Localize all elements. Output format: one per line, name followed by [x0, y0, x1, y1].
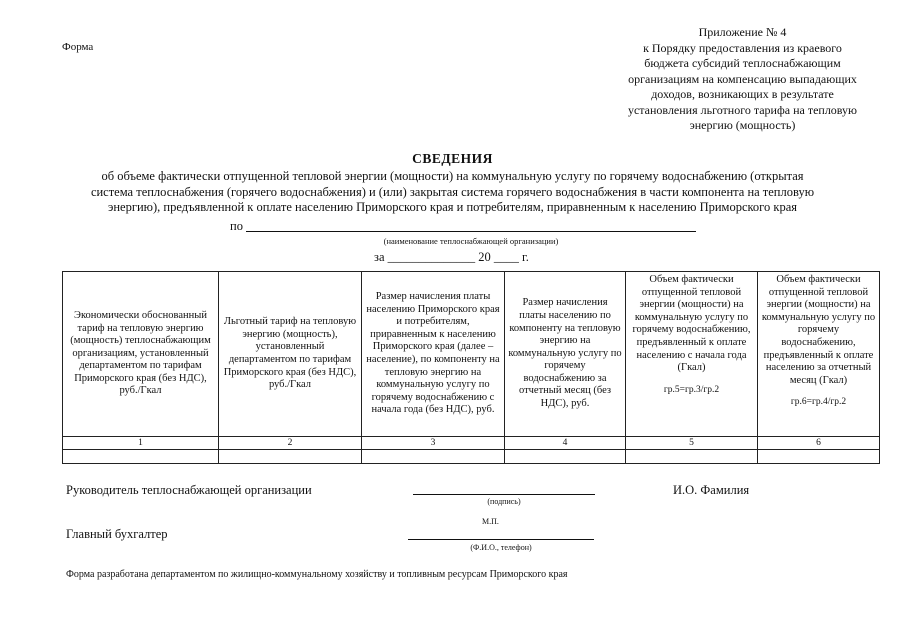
header-cell-3 — [362, 272, 505, 437]
appendix-line: Приложение № 4 — [698, 25, 787, 39]
appendix-line: установления льготного тарифа на тепловую — [627, 102, 858, 117]
header-text: Размер начисления платы населению Приморского края и потребителям, приравненным к населению Приморского края (далее – население), по компоненту на тепловую энергию на коммунальную услугу по горячему водоснабжению с начала года (без НДС), руб. — [366, 291, 500, 416]
header-cell-6 — [758, 272, 880, 437]
document-title: СВЕДЕНИЯ — [412, 151, 493, 166]
column-number: 4 — [505, 437, 626, 450]
document-subtitle — [30, 169, 875, 216]
table-cell — [505, 450, 626, 464]
subtitle-line: об объеме фактически отпущенной тепловой энергии (мощности) на коммунальную услугу по горячему водоснабжению (открытая — [101, 169, 804, 183]
header-cell-1 — [63, 272, 219, 437]
table-cell — [626, 450, 758, 464]
po-label: по — [230, 219, 243, 233]
header-text: Объем фактически отпущенной тепловой энергии (мощности) на коммунальную услугу по горячему водоснабжению, предъявленный к оплате населению с начала года (Гкал) — [632, 274, 751, 374]
head-label: Руководитель теплоснабжающей организации — [66, 483, 312, 497]
appendix-line: организациям на компенсацию выпадающих — [628, 71, 857, 86]
head-name: И.О. Фамилия — [673, 483, 750, 497]
data-table — [62, 271, 880, 464]
column-number: 2 — [219, 437, 362, 450]
head-signature-line — [413, 494, 595, 495]
appendix-line: энергию (мощность) — [689, 118, 796, 132]
footer-note: Форма разработана департаментом по жилищно-коммунальному хозяйству и топливным ресурсам Приморского края — [66, 569, 568, 580]
reporting-period: за ______________ 20 ____ г. — [374, 250, 529, 264]
stamp-label: М.П. — [482, 517, 499, 526]
accountant-label: Главный бухгалтер — [66, 527, 168, 541]
header-text: Размер начисления платы населению по компоненту на тепловую энергию на коммунальную услугу по горячему водоснабжению за отчетный месяц (без НДС), руб. — [508, 297, 622, 410]
column-number: 3 — [362, 437, 505, 450]
accountant-caption: (Ф.И.О., телефон) — [470, 543, 532, 552]
appendix-line: бюджета субсидий теплоснабжающим — [644, 56, 841, 70]
organization-caption: (наименование теплоснабжающей организации) — [383, 236, 559, 246]
table-row — [63, 450, 880, 464]
table-cell — [758, 450, 880, 464]
header-text: Объем фактически отпущенной тепловой энергии (мощности) на коммунальную услугу по горячему водоснабжению, предъявленный к оплате населению за отчетный месяц (Гкал) — [761, 274, 876, 386]
accountant-signature-line — [408, 539, 594, 540]
subtitle-line: энергию), предъявленной к оплате населению Приморского края и потребителям, приравненным к населению Приморского края — [107, 200, 797, 214]
appendix-line: доходов, возникающих в результате — [651, 87, 834, 101]
signature-caption: (подпись) — [487, 497, 521, 506]
column-number: 6 — [758, 437, 880, 450]
header-cell-4 — [505, 272, 626, 437]
appendix-line: к Порядку предоставления из краевого — [643, 40, 842, 55]
table-cell — [362, 450, 505, 464]
form-label: Форма — [62, 41, 94, 53]
column-number-row — [63, 437, 880, 450]
table-cell — [63, 450, 219, 464]
organization-name-line — [246, 231, 696, 232]
column-formula: гр.5=гр.3/гр.2 — [663, 384, 720, 395]
table-cell — [219, 450, 362, 464]
header-cell-5 — [626, 272, 758, 437]
appendix-block — [585, 25, 900, 134]
header-cell-2 — [219, 272, 362, 437]
column-formula: гр.6=гр.4/гр.2 — [790, 397, 847, 408]
header-text: Льготный тариф на тепловую энергию (мощность), установленный департаментом по тарифам Приморского края (без НДС), руб./Гкал — [223, 316, 357, 391]
subtitle-line: система теплоснабжения (горячего водоснабжения) и (или) закрытая система горячего водоснабжения в части компонента на тепловую — [90, 184, 815, 199]
header-text: Экономически обоснованный тариф на тепловую энергию (мощность) теплоснабжающим организациям, установленный департаментом по тарифам Приморского края (без НДС), руб./Гкал — [70, 309, 211, 397]
column-number: 5 — [626, 437, 758, 450]
table-header-row — [63, 272, 880, 437]
column-number: 1 — [63, 437, 219, 450]
